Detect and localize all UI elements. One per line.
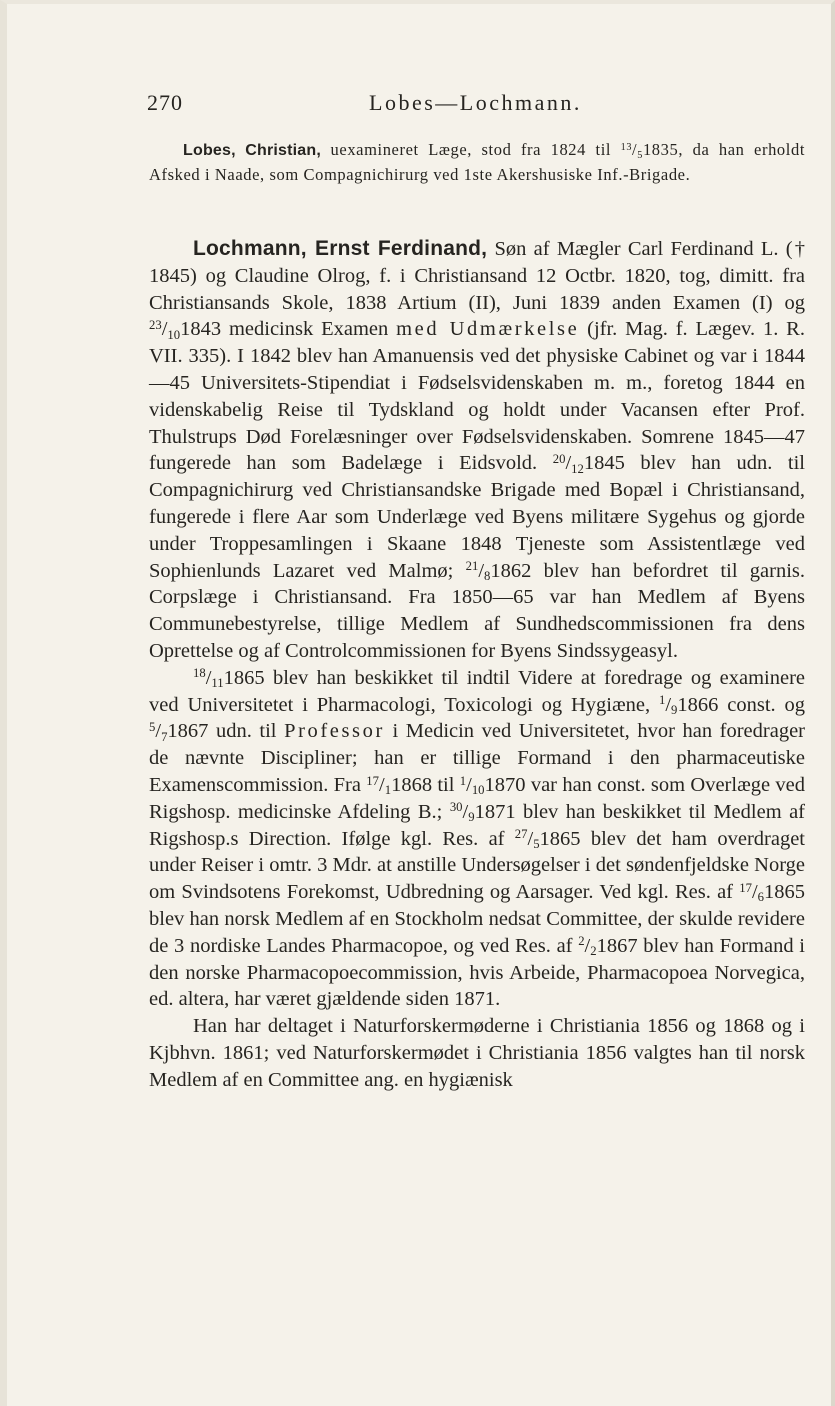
entry-text: Han har deltaget i Naturforskermøderne i Christiania 1856 og 1868 og i Kjbhvn. 1861; ved Naturforskermødet i Christiania 1856 valgtes han til norsk Medlem af en Committee ang. en hygiænisk bbox=[149, 1015, 805, 1091]
date-day: 30 bbox=[449, 800, 463, 815]
date-month: 6 bbox=[757, 890, 764, 905]
date-day: 17 bbox=[366, 773, 379, 788]
paragraph-1: Lochmann, Ernst Ferdinand, Søn af Mægler Carl Ferdinand L. († 1845) og Claudine Olrog, f. i Christiansand 12 Octbr. 1820, tog, dimitt. fra Christiansands Skole, 1838 Artium (II), Juni 1839 anden Examen (I) og $^{23}/_{10}1843$ medicinsk Examen med Udmærkelse (jfr. Mag. f. Lægev. 1. R. VII. 335). I 1842 blev han Amanuensis ved det physiske Cabinet og var i 1844—45 Universitets-Stipendiat i Fødselsvidenskaben m. m., foretog 1844 en videnskabelig Reise til Tydskland og holdt under Vacansen efter Prof. Thulstrups Død Forelæsninger over Fødselsvidenskaben. Somrene 1845—47 fungerede han som Badelæge i Eidsvold. $^{20}/_{12}1845$ blev han udn. til Compagnichirurg ved Christiansandske Brigade med Bopæl i Christiansand, fungerede i flere Aar som Underlæge ved Byens militære Sygehus og gjorde under Troppesamlingen i Skaane 1848 Tjeneste som Assistentlæge ved Sophienlunds Lazaret ved Malmø; $^{21}/_81862$ blev han befordret til garnis. Corpslæge i Christiansand. Fra 1850—65 var han Medlem af Byens Communebestyrelse, tillige Medlem af Sundhedscommissionen fra dens Oprettelse og af Controlcommissionen for Byens Sindssygeasyl. bbox=[149, 237, 805, 662]
date-day: 1 bbox=[459, 773, 467, 788]
entry-text: 1865 blev han beskikket til indtil Videre at foredrage og examinere ved Universitetet i Pharmacologi, Toxicologi og Hygiæne, bbox=[149, 666, 805, 716]
date-month: 2 bbox=[590, 943, 597, 958]
date-day: 17 bbox=[739, 880, 752, 895]
entry-text: Søn af Mægler Carl Ferdinand L. († 1845) og Claudine Olrog, f. i Christiansand 12 Octbr. 1820, tog, dimitt. fra Christiansands Skole, 1838 Artium (II), Juni 1839 anden Examen (I) og bbox=[149, 238, 805, 314]
date-day: 1 bbox=[658, 693, 666, 708]
date-month: 12 bbox=[571, 461, 584, 476]
date-month: 7 bbox=[161, 729, 168, 744]
entry-text: 1868 til bbox=[391, 773, 460, 796]
emphasis-text: med Udmærkelse bbox=[396, 318, 580, 341]
entry-lochmann bbox=[149, 236, 805, 1094]
date-month: 10 bbox=[471, 783, 485, 798]
date-day: 21 bbox=[465, 559, 479, 574]
entry-text: (jfr. Mag. f. Lægev. 1. R. VII. 335). I 1842 blev han Amanuensis ved det physiske Cabinet og var i 1844—45 Universitets-Stipendiat i Fødselsvidenskaben m. m., foretog 1844 en videnskabelig Reise til Tydskland og holdt under Vacansen efter Prof. Thulstrups Død Forelæsninger over Fødselsvidenskaben. Somrene 1845—47 fungerede han som Badelæge i Eidsvold. bbox=[149, 318, 805, 475]
entry-name: Lobes, Christian, bbox=[183, 142, 322, 159]
entry-text: 1870 var han const. som Overlæge ved Rigshosp. medicinske Afdeling B.; bbox=[149, 773, 805, 823]
date-day: 2 bbox=[578, 934, 585, 949]
entry-text: 1867 udn. til bbox=[167, 720, 285, 743]
date-day: 5 bbox=[149, 720, 156, 734]
date-month: 1 bbox=[384, 783, 392, 798]
entry-text: 1867 blev han Formand i den norske Pharmacopoecommission, hvis Arbeide, Pharmacopoea Norvegica, ed. altera, har været gjældende siden 1871. bbox=[149, 934, 805, 1011]
entry-text: uexamineret Læge, stod fra 1824 til bbox=[321, 140, 621, 159]
date-day: 18 bbox=[193, 666, 206, 681]
date-day: 23 bbox=[149, 318, 162, 333]
entry-text: 1865 blev han norsk Medlem af en Stockholm nedsat Committee, der skulde revidere de 3 nordiske Landes Pharmacopoe, og ved Res. af bbox=[149, 881, 805, 957]
date-month: 5 bbox=[533, 836, 540, 851]
entry-text: 1862 blev han befordret til garnis. Corpslæge i Christiansand. Fra 1850—65 var han Medlem af Byens Communebestyrelse, tillige Medlem af Sundhedscommissionen fra dens Oprettelse og af Controlcommissionen for Byens Sindssygeasyl. bbox=[149, 559, 805, 662]
date-month: 9 bbox=[671, 702, 678, 717]
date-month: 11 bbox=[211, 675, 224, 690]
emphasis-text: Professor bbox=[284, 720, 385, 743]
entry-lobes: Lobes, Christian, uexamineret Læge, stod fra 1824 til $^{13}/_51835$, da han erholdt Afsked i Naade, som Compagnichirurg ved 1ste Akershusiske Inf.-Brigade. bbox=[149, 140, 805, 184]
entry-text: 1835, da han erholdt Afsked i Naade, som Compagnichirurg ved 1ste Akershusiske Inf.-Brigade. bbox=[149, 140, 805, 184]
date-month: 9 bbox=[468, 809, 475, 824]
date-month: 5 bbox=[637, 149, 643, 161]
entry-text: i Medicin ved Universitetet, hvor han foredrager de nævnte Discipliner; han er tillige Formand i den pharmaceutiske Examenscommission. Fra bbox=[149, 720, 805, 796]
page-header bbox=[147, 86, 812, 120]
date-day: 27 bbox=[514, 827, 528, 842]
date-month: 8 bbox=[484, 568, 491, 583]
entry-text: 1871 blev han beskikket til Medlem af Rigshosp.s Direction. Ifølge kgl. Res. af bbox=[149, 800, 806, 850]
page-number: 270 bbox=[147, 90, 183, 115]
running-head: Lobes—Lochmann. bbox=[369, 90, 582, 115]
date-month: 10 bbox=[167, 327, 181, 342]
date-day: 20 bbox=[552, 452, 566, 467]
entry-name: Lochmann, Ernst Ferdinand, bbox=[193, 237, 488, 260]
entry-text: 1845 blev han udn. til Compagnichirurg ved Christiansandske Brigade med Bopæl i Christiansand, fungerede i flere Aar som Underlæge ved Byens militære Sygehus og gjorde under Troppesamlingen i Skaane 1848 Tjeneste som Assistentlæge ved Sophienlunds Lazaret ved Malmø; bbox=[149, 452, 805, 582]
entry-text: 1865 blev det ham overdraget under Reiser i omtr. 3 Mdr. at anstille Undersøgelser i det søndenfjeldske Norge om Svindsotens Forekomst, Udbredning og Aarsager. Ved kgl. Res. af bbox=[149, 827, 805, 904]
paragraph-2: $^{18}/_{11}1865$ blev han beskikket til indtil Videre at foredrage og examinere ved Universitetet i Pharmacologi, Toxicologi og Hygiæne, $^1/_91866$ const. og $^5/_71867$ udn. til Professor i Medicin ved Universitetet, hvor han foredrager de nævnte Discipliner; han er tillige Formand i den pharmaceutiske Examenscommission. Fra $^{17}/_11868$ til $^1/_{10}1870$ var han const. som Overlæge ved Rigshosp. medicinske Afdeling B.; $^{30}/_91871$ blev han beskikket til Medlem af Rigshosp.s Direction. Ifølge kgl. Res. af $^{27}/_51865$ blev det ham overdraget under Reiser i omtr. 3 Mdr. at anstille Undersøgelser i det søndenfjeldske Norge om Svindsotens Forekomst, Udbredning og Aarsager. Ved kgl. Res. af $^{17}/_61865$ blev han norsk Medlem af en Stockholm nedsat Committee, der skulde revidere de 3 nordiske Landes Pharmacopoe, og ved Res. af $^2/_21867$ blev han Formand i den norske Pharmacopoecommission, hvis Arbeide, Pharmacopoea Norvegica, ed. altera, har været gjældende siden 1871. bbox=[149, 666, 806, 1011]
entry-text: 1843 medicinsk Examen bbox=[180, 318, 397, 341]
entry-text: 1866 const. og bbox=[677, 693, 805, 716]
paragraph-3 bbox=[149, 1013, 805, 1093]
date-day: 13 bbox=[620, 141, 633, 153]
